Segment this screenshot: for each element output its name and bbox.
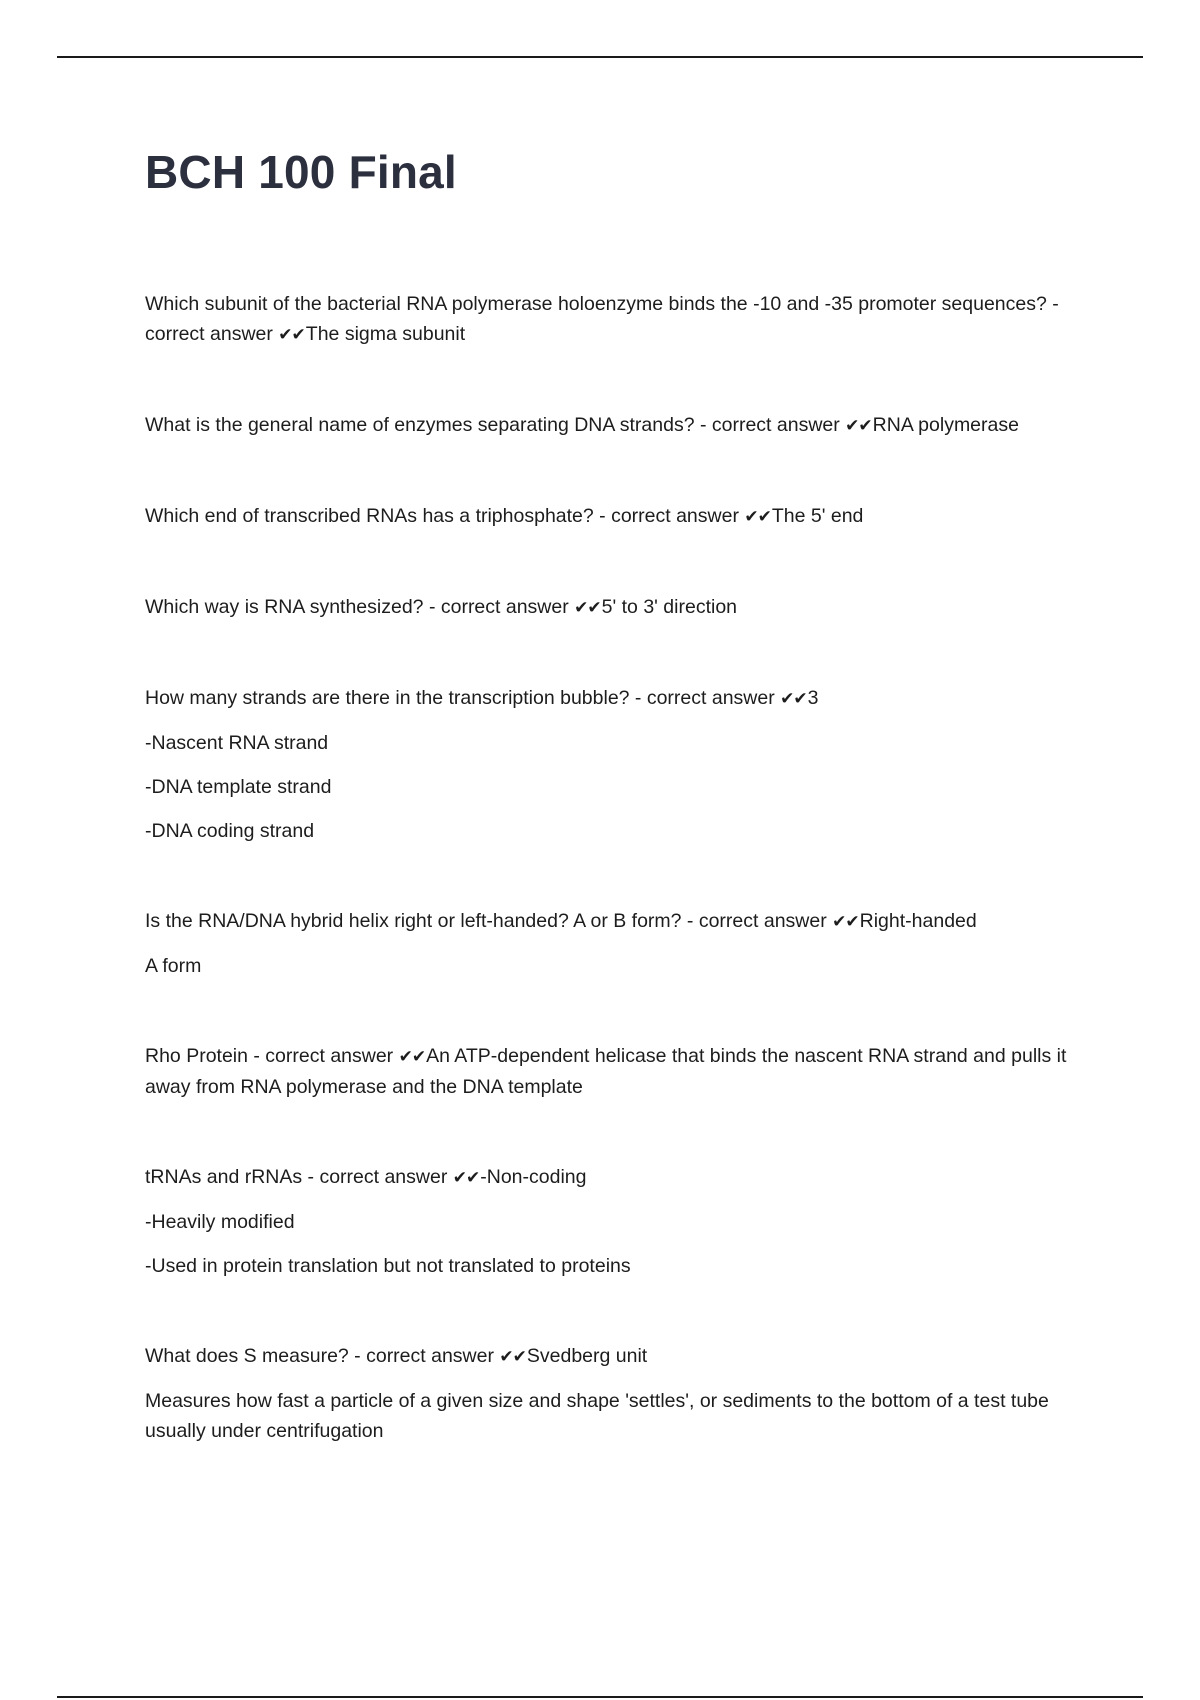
check-mark-icon: ✔✔ [499, 1347, 526, 1367]
answer-text: The 5' end [771, 505, 864, 527]
check-mark-icon: ✔✔ [398, 1047, 426, 1067]
qa-item-sigma-subunit [145, 289, 1100, 350]
answer-text: 3 [807, 687, 819, 709]
question-text: Rho Protein - correct answer [145, 1045, 399, 1067]
answer-text: The sigma subunit [305, 323, 466, 345]
answer-detail-line: Measures how fast a particle of a given size and shape 'settles', or sediments to the bottom of a test tube usually under centrifugation [145, 1390, 1049, 1442]
qa-item-svedberg [145, 1341, 1100, 1446]
qa-question-line [145, 410, 1100, 441]
answer-detail-line: -Heavily modified [145, 1211, 295, 1233]
qa-item-trnas-rrnas [145, 1162, 1100, 1281]
check-mark-icon: ✔✔ [780, 689, 807, 709]
answer-text: Right-handed [859, 910, 977, 932]
check-mark-icon: ✔✔ [278, 325, 305, 345]
answer-text: 5' to 3' direction [601, 596, 738, 618]
answer-text: RNA polymerase [872, 414, 1019, 436]
check-mark-icon: ✔✔ [744, 507, 771, 527]
check-mark-icon: ✔✔ [574, 598, 601, 618]
qa-question-line [145, 1041, 1100, 1102]
qa-question-line [145, 683, 1100, 714]
top-rule [57, 56, 1143, 58]
qa-item-synthesis-direction [145, 592, 1100, 623]
answer-text: Svedberg unit [526, 1345, 648, 1367]
qa-question-line [145, 1341, 1100, 1372]
qa-question-line [145, 1162, 1100, 1193]
question-text: tRNAs and rRNAs - correct answer [145, 1166, 453, 1188]
qa-item-rho-protein [145, 1041, 1100, 1102]
answer-detail-line: -Nascent RNA strand [145, 732, 329, 754]
question-text: Is the RNA/DNA hybrid helix right or left-handed? A or B form? - correct answer [145, 910, 833, 932]
qa-question-line [145, 289, 1100, 350]
answer-detail-line: -DNA template strand [145, 776, 332, 798]
qa-item-triphosphate-end [145, 501, 1100, 532]
qa-item-hybrid-helix [145, 906, 1100, 981]
qa-item-separating-enzymes [145, 410, 1100, 441]
answer-detail-line: A form [145, 955, 202, 977]
answer-text: -Non-coding [480, 1166, 587, 1188]
question-text: What is the general name of enzymes separating DNA strands? - correct answer [145, 414, 846, 436]
question-text: What does S measure? - correct answer [145, 1345, 500, 1367]
qa-question-line [145, 501, 1100, 532]
answer-detail-line: -DNA coding strand [145, 820, 315, 842]
check-mark-icon: ✔✔ [832, 912, 859, 932]
check-mark-icon: ✔✔ [845, 416, 872, 436]
qa-item-transcription-bubble [145, 683, 1100, 846]
answer-detail-line: -Used in protein translation but not translated to proteins [145, 1255, 631, 1277]
qa-question-line [145, 592, 1100, 623]
question-text: Which way is RNA synthesized? - correct answer [145, 596, 575, 618]
bottom-rule [57, 1696, 1143, 1698]
question-text: Which subunit of the bacterial RNA polymerase holoenzyme binds the -10 and -35 promoter sequences? - correct answer [145, 293, 1059, 345]
check-mark-icon: ✔✔ [452, 1168, 480, 1188]
question-text: Which end of transcribed RNAs has a triphosphate? - correct answer [145, 505, 745, 527]
answer-text: An ATP-dependent helicase that binds the nascent RNA strand and pulls it away from RNA polymerase and the DNA template [145, 1045, 1067, 1098]
qa-question-line [145, 906, 1100, 937]
document-title: BCH 100 Final [145, 146, 457, 198]
qa-content [145, 289, 1100, 1506]
question-text: How many strands are there in the transcription bubble? - correct answer [145, 687, 781, 709]
